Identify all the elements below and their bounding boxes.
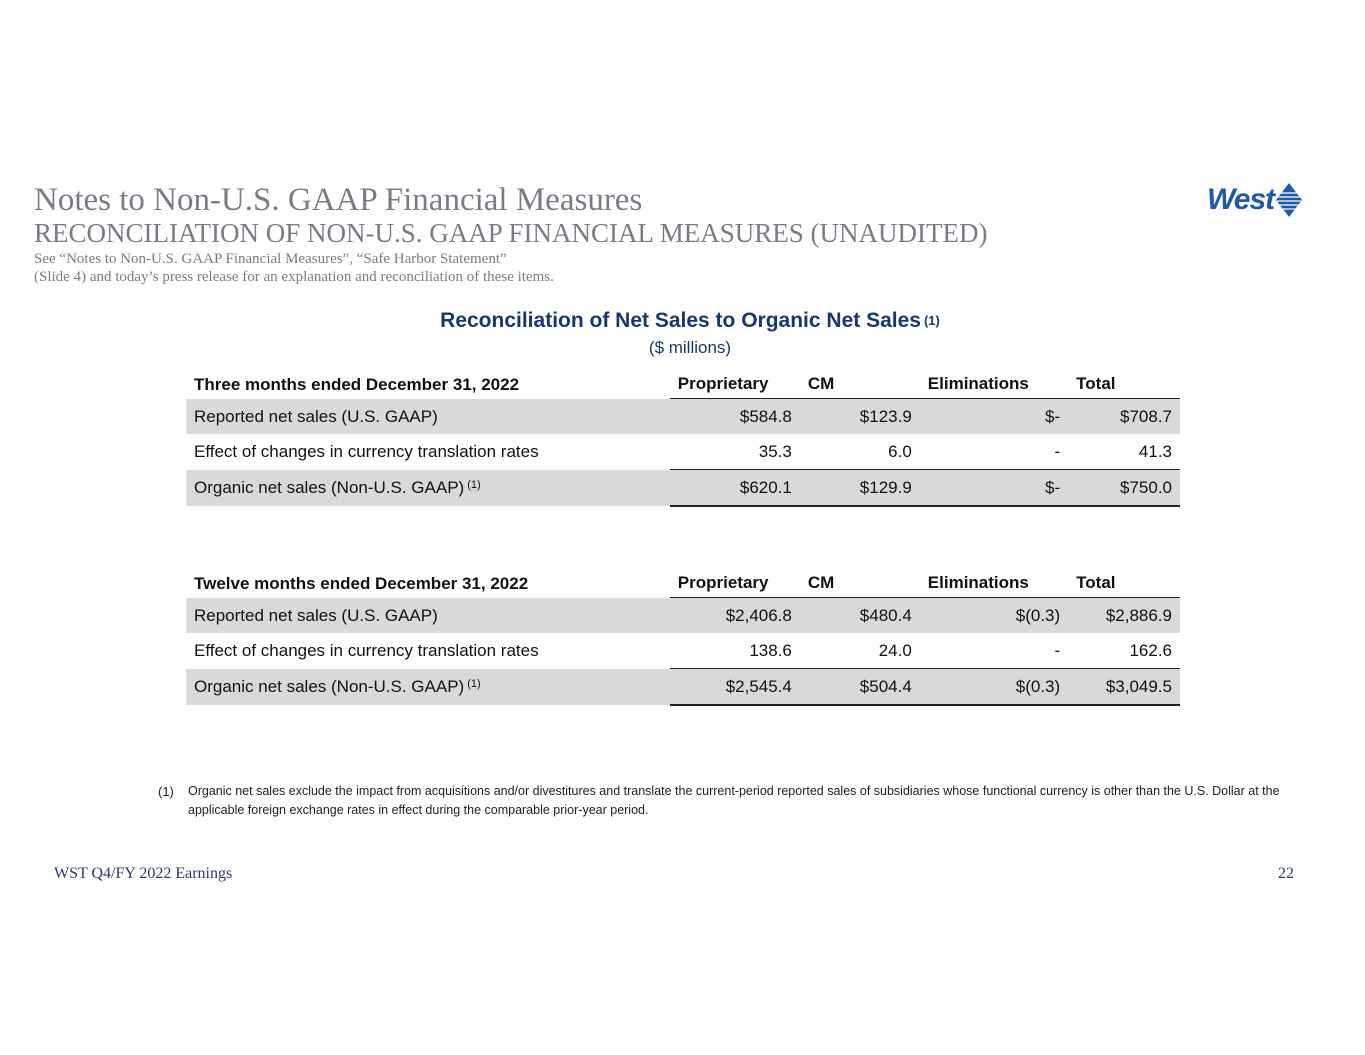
column-header-total: Total	[1068, 569, 1180, 598]
period-heading: Three months ended December 31, 2022	[194, 374, 520, 394]
table-title-text: Reconciliation of Net Sales to Organic Net Sales	[440, 309, 921, 332]
cell-eliminations: $(0.3)	[920, 669, 1068, 706]
cell-eliminations: $-	[920, 470, 1068, 507]
row-label	[186, 470, 670, 507]
slide-title: Notes to Non-U.S. GAAP Financial Measures	[34, 182, 643, 218]
footnote-marker: (1)	[158, 784, 174, 799]
cell-total: $708.7	[1068, 399, 1180, 435]
cell-cm: 24.0	[800, 633, 920, 669]
column-header-eliminations: Eliminations	[920, 370, 1068, 399]
cell-proprietary: 138.6	[670, 633, 800, 669]
cell-eliminations: $-	[920, 399, 1068, 435]
twelve-months-table	[186, 569, 1180, 706]
row-note: (1)	[467, 479, 481, 492]
cell-eliminations: -	[920, 434, 1068, 470]
row-label: Effect of changes in currency translation rates	[194, 442, 539, 462]
logo-wordmark: West	[1207, 183, 1275, 216]
description-line-1: See “Notes to Non-U.S. GAAP Financial Measures”, “Safe Harbor Statement”	[34, 251, 507, 267]
row-label: Reported net sales (U.S. GAAP)	[186, 399, 670, 435]
column-header-proprietary: Proprietary	[670, 370, 800, 399]
table-row	[186, 399, 1180, 435]
three-months-table	[186, 370, 1180, 507]
cell-cm: 6.0	[800, 434, 920, 470]
table-row	[186, 633, 1180, 669]
cell-proprietary: $2,545.4	[670, 669, 800, 706]
table-header-row	[186, 370, 1180, 399]
slide-description	[34, 250, 554, 286]
column-header-cm: CM	[800, 569, 920, 598]
footnote	[158, 782, 1298, 820]
cell-total: $2,886.9	[1068, 598, 1180, 634]
cell-cm: $123.9	[800, 399, 920, 435]
column-header-proprietary: Proprietary	[670, 569, 800, 598]
diamond-logo-icon	[1274, 181, 1304, 219]
cell-total: 162.6	[1068, 633, 1180, 669]
row-label: Effect of changes in currency translation rates	[194, 641, 539, 661]
cell-total: 41.3	[1068, 434, 1180, 470]
cell-cm: $504.4	[800, 669, 920, 706]
cell-proprietary: $584.8	[670, 399, 800, 435]
cell-cm: $480.4	[800, 598, 920, 634]
cell-total: $3,049.5	[1068, 669, 1180, 706]
row-label: Reported net sales (U.S. GAAP)	[186, 598, 670, 634]
table-title	[0, 307, 1365, 335]
footnote-text: Organic net sales exclude the impact from acquisitions and/or divestitures and translate the current-period reported sales of subsidiaries whose functional currency is other than the U.S. Dollar at the applicable foreign exchange rates in effect during the comparable prior-year period.	[188, 784, 1280, 817]
cell-total: $750.0	[1068, 470, 1180, 507]
period-heading: Twelve months ended December 31, 2022	[194, 573, 529, 593]
row-note: (1)	[467, 678, 481, 691]
table-row	[186, 434, 1180, 470]
west-logo	[1207, 180, 1304, 220]
cell-eliminations: -	[920, 633, 1068, 669]
table-units: ($ millions)	[648, 338, 732, 357]
table-title-note: (1)	[923, 313, 940, 328]
table-row	[186, 669, 1180, 706]
column-header-cm: CM	[800, 370, 920, 399]
cell-proprietary: 35.3	[670, 434, 800, 470]
cell-cm: $129.9	[800, 470, 920, 507]
page-number: 22	[1278, 865, 1294, 882]
table-row	[186, 470, 1180, 507]
cell-proprietary: $2,406.8	[670, 598, 800, 634]
cell-proprietary: $620.1	[670, 470, 800, 507]
description-line-2: (Slide 4) and today’s press release for an explanation and reconciliation of these items.	[34, 269, 554, 285]
row-label-text: Organic net sales (Non-U.S. GAAP)	[194, 478, 465, 498]
row-label	[186, 669, 670, 706]
table-header-row	[186, 569, 1180, 598]
column-header-eliminations: Eliminations	[920, 569, 1068, 598]
column-header-total: Total	[1068, 370, 1180, 399]
footer-label: WST Q4/FY 2022 Earnings	[54, 865, 233, 882]
cell-eliminations: $(0.3)	[920, 598, 1068, 634]
table-row	[186, 598, 1180, 634]
row-label-text: Organic net sales (Non-U.S. GAAP)	[194, 677, 465, 697]
slide-subtitle: RECONCILIATION OF NON-U.S. GAAP FINANCIAL MEASURES (UNAUDITED)	[34, 218, 988, 248]
